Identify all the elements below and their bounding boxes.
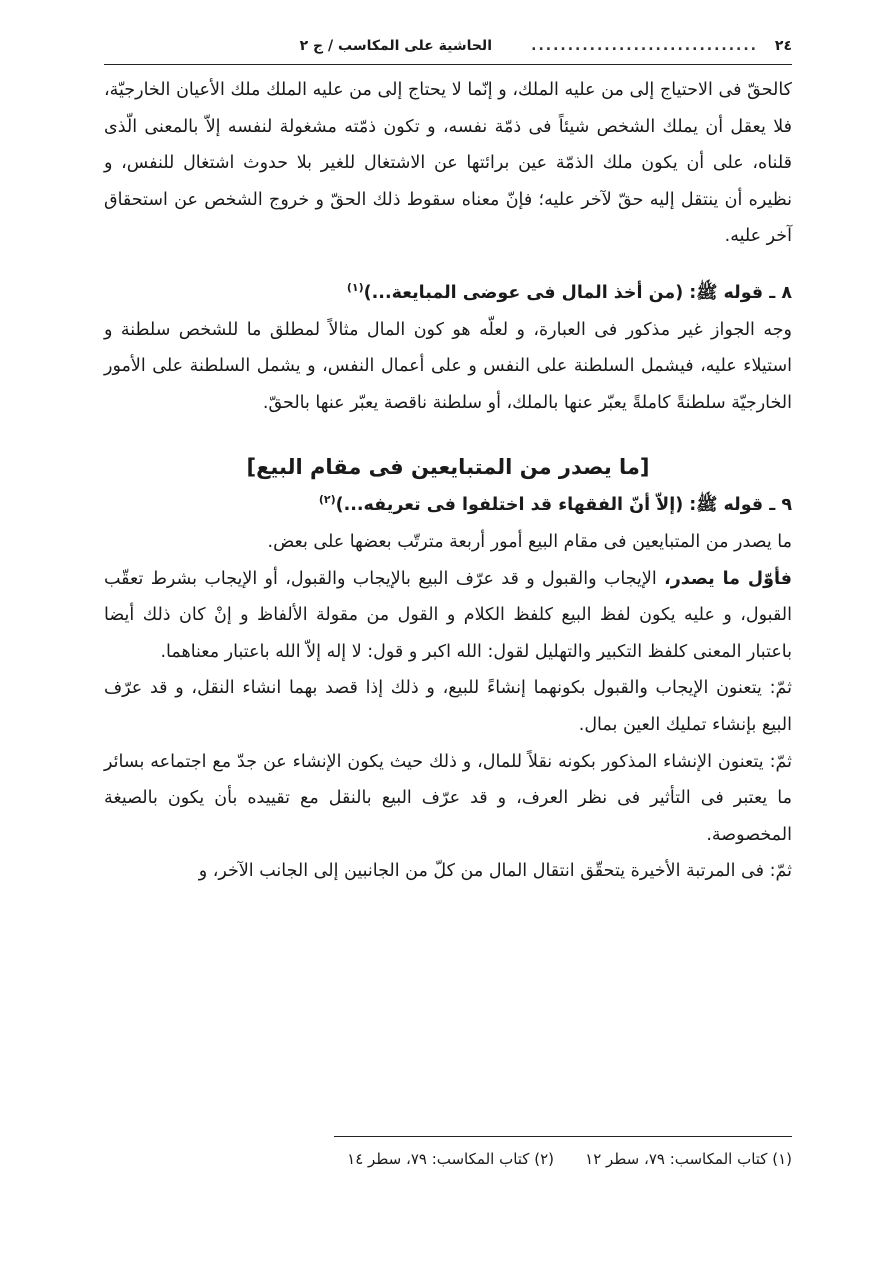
header-leader-dots: ............................... [531, 38, 758, 54]
paragraph-4-text: الإيجاب والقبول و قد عرّف البيع بالإيجاب والقبول، أو الإيجاب بشرط تعقّب القبول، و عليه يكون لفظ البيع كلفظ الكلام و القول من مقولة الألفاظ و إنْ كان ذلك أيضا باعتبار المعنى كلفظ التكبير والتهليل لقول: الله اكبر و قول: لا إله إلاّ الله باعتبار معناهما. [104, 568, 792, 662]
running-title: الحاشية على المكاسب / ج ٢ [299, 38, 492, 54]
page-number: ٢٤ [774, 38, 792, 54]
footnote-ref-1: (١) [346, 281, 364, 295]
paragraph-4 [104, 561, 792, 671]
footnote-2: (٢) كتاب المكاسب: ٧٩، سطر ١٤ [347, 1150, 554, 1168]
item-9-heading-text: ٩ ـ قوله ﷺ: (إلاّ أنّ الفقهاء قد اختلفوا فى تعريفه...) [335, 495, 792, 516]
paragraph-4-lead: فأوّل ما يصدر، [664, 568, 792, 589]
footnote-1: (١) كتاب المكاسب: ٧٩، سطر ١٢ [585, 1150, 792, 1168]
paragraph-7: ثمّ: فى المرتبة الأخيرة يتحقّق انتقال المال من كلّ من الجانبين إلى الجانب الآخر، و [198, 861, 792, 882]
item-8-heading [104, 275, 792, 312]
item-8-heading-text: ٨ ـ قوله ﷺ: (من أخذ المال فى عوضى المبايعة...) [363, 282, 792, 303]
main-text [104, 72, 792, 890]
section-heading: [ما يصدر من المتبايعين فى مقام البيع] [246, 455, 650, 480]
paragraph-2: وجه الجواز غير مذكور فى العبارة، و لعلّه هو كون المال مثالاً لمطلق ما للشخص سلطنة و استيلاء عليه، فيشمل السلطنة على النفس و على أعمال النفس، و يشمل السلطنة على الأمور الخارجيّة سلطنةً كاملةً يعبّر عنها بالملك، أو سلطنة ناقصة يعبّر عنها بالحقّ. [104, 319, 792, 413]
paragraph-1: كالحقّ فى الاحتياج إلى من عليه الملك، و إنّما لا يحتاج إلى من عليه الملك ملك الأعيان الخارجيّة، فلا يعقل أن يملك الشخص شيئاً فى ذمّة نفسه، و تكون ذمّته مشغولة لنفسه إلاّ بالمعنى الّذى قلناه، على أن يكون ملك الذمّة عين برائتها عن الاشتغال للغير بلا حدوث اشتغال للنفس، و نظيره أن ينتقل إليه حقّ لآخر عليه؛ فإنّ معناه سقوط ذلك الحقّ و خروج الشخص عن استحقاق آخر عليه. [104, 80, 792, 247]
paragraph-6: ثمّ: يتعنون الإنشاء المذكور بكونه نقلاً للمال، و ذلك حيث يكون الإنشاء عن جدّ مع اجتماعه بسائر ما يعتبر فى التأثير فى نظر العرف، و قد عرّف البيع بالنقل مع تقييده بأن يكون بالصيغة المخصوصة. [104, 751, 792, 845]
running-header [104, 30, 792, 65]
footnote-ref-2: (٢) [318, 493, 336, 507]
footnote-divider [334, 1136, 792, 1137]
item-9-heading [104, 487, 792, 524]
paragraph-5: ثمّ: يتعنون الإيجاب والقبول بكونهما إنشاءً للبيع، و ذلك إذا قصد بهما انشاء النقل، و قد عرّف البيع بإنشاء تمليك العين بمال. [104, 678, 792, 735]
paragraph-3: ما يصدر من المتبايعين فى مقام البيع أمور أربعة مترتّب بعضها على بعض. [267, 531, 792, 552]
